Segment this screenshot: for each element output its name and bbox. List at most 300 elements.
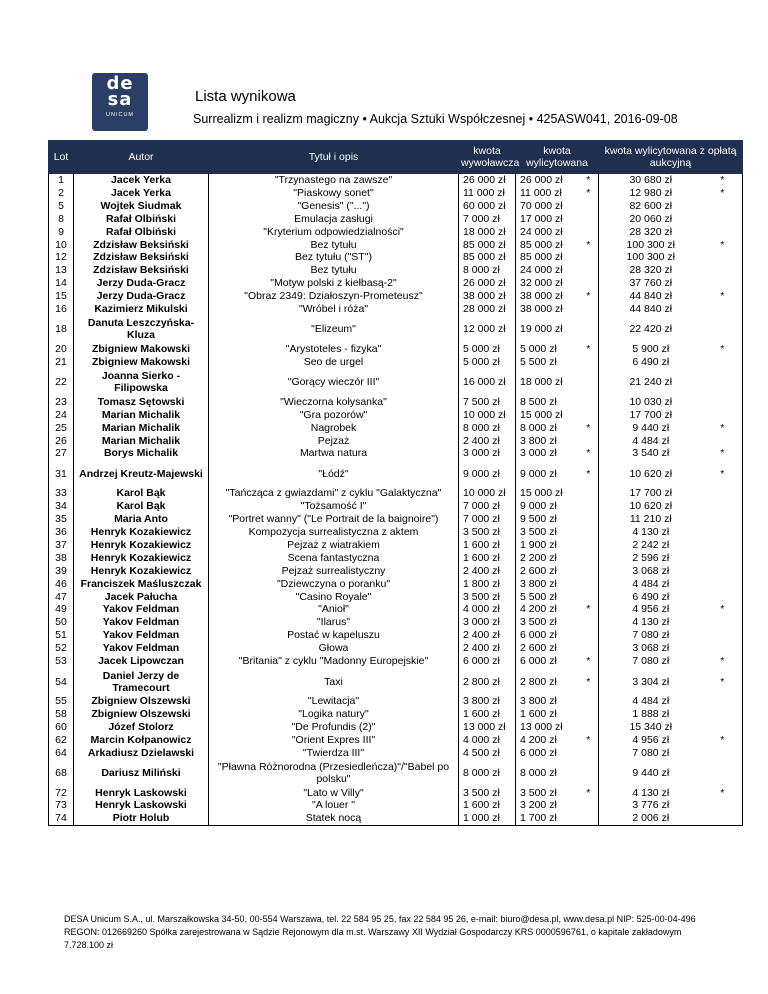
cell-star xyxy=(579,500,599,513)
cell-hammer: 3 800 zł xyxy=(520,695,557,707)
cell-star: * xyxy=(703,187,743,200)
cell-hammer-fee: 4 956 zł xyxy=(632,733,670,746)
cell-hammer-fee: 4 956 zł xyxy=(632,603,670,616)
cell-estimate: 5 000 zł xyxy=(459,356,516,369)
table-row xyxy=(49,213,743,226)
cell-hammer-fee: 21 240 zł xyxy=(629,376,673,389)
table-row xyxy=(49,539,743,552)
cell-hammer-fee: 12 980 zł xyxy=(629,186,673,199)
cell-lot: 46 xyxy=(49,578,74,591)
table-row xyxy=(49,513,743,526)
cell-hammer: 2 600 zł xyxy=(520,642,557,655)
cell-hammer: 2 200 zł xyxy=(520,551,557,564)
cell-title: "Tożsamość I" xyxy=(209,500,459,513)
cell-star: * xyxy=(703,239,743,252)
table-row xyxy=(49,668,743,695)
cell-lot: 36 xyxy=(49,526,74,539)
cell-estimate: 18 000 zł xyxy=(459,226,516,239)
cell-lot: 5 xyxy=(49,200,74,213)
cell-star xyxy=(703,264,743,277)
cell-lot: 12 xyxy=(49,251,74,264)
cell-star xyxy=(579,487,599,500)
cell-hammer: 24 000 zł xyxy=(520,225,563,238)
cell-lot: 39 xyxy=(49,565,74,578)
cell-hammer: 19 000 zł xyxy=(520,323,563,336)
cell-lot: 14 xyxy=(49,277,74,290)
cell-author: Jacek Yerka xyxy=(74,187,209,200)
cell-star: * xyxy=(579,174,599,187)
cell-star xyxy=(579,539,599,552)
cell-star xyxy=(579,213,599,226)
cell-lot: 37 xyxy=(49,539,74,552)
cell-title: "Gorący wieczór III" xyxy=(209,369,459,396)
cell-lot: 26 xyxy=(49,435,74,448)
cell-hammer: 6 000 zł xyxy=(520,746,557,759)
cell-estimate: 4 000 zł xyxy=(459,603,516,616)
cell-author: Rafał Olbiński xyxy=(74,226,209,239)
table-row xyxy=(49,290,743,303)
table-row xyxy=(49,603,743,616)
table-row xyxy=(49,187,743,200)
cell-star xyxy=(703,487,743,500)
cell-star: * xyxy=(703,174,743,187)
table-row xyxy=(49,655,743,668)
table-row xyxy=(49,799,743,812)
cell-author: Kazimierz Mikulski xyxy=(74,303,209,316)
cell-lot: 35 xyxy=(49,513,74,526)
cell-title: Bez tytułu xyxy=(209,264,459,277)
table-row xyxy=(49,356,743,369)
cell-hammer-fee: 44 840 zł xyxy=(629,290,673,303)
cell-hammer-fee: 28 320 zł xyxy=(629,264,673,277)
cell-hammer: 1 600 zł xyxy=(520,707,557,720)
cell-estimate: 60 000 zł xyxy=(459,200,516,213)
cell-title: "Arystoteles - fizyka" xyxy=(209,343,459,356)
cell-lot: 58 xyxy=(49,708,74,721)
cell-hammer-fee: 11 210 zł xyxy=(629,513,672,526)
cell-lot: 1 xyxy=(49,174,74,187)
cell-title: "Genesis" ("...") xyxy=(209,200,459,213)
cell-title: "Elizeum" xyxy=(209,316,459,343)
table-row xyxy=(49,616,743,629)
cell-author: Henryk Kozakiewicz xyxy=(74,539,209,552)
cell-title: Scena fantastyczna xyxy=(209,552,459,565)
cell-title: Emulacja zasługi xyxy=(209,213,459,226)
cell-title: Kompozycja surrealistyczna z aktem xyxy=(209,526,459,539)
cell-author: Henryk Kozakiewicz xyxy=(74,552,209,565)
cell-hammer: 1 700 zł xyxy=(516,812,579,825)
cell-hammer-fee: 4 130 zł xyxy=(632,616,670,629)
cell-estimate: 26 000 zł xyxy=(459,174,516,187)
cell-estimate: 85 000 zł xyxy=(459,239,516,252)
cell-estimate: 2 400 zł xyxy=(459,435,516,448)
table-row xyxy=(49,487,743,500)
cell-hammer-fee: 3 068 zł xyxy=(632,642,670,655)
cell-hammer: 13 000 zł xyxy=(520,720,563,733)
table-row xyxy=(49,460,743,487)
cell-hammer-fee: 7 080 zł xyxy=(632,746,670,759)
cell-star xyxy=(703,435,743,448)
cell-estimate: 16 000 zł xyxy=(459,369,516,396)
table-row xyxy=(49,251,743,264)
cell-star: * xyxy=(703,290,743,303)
cell-star xyxy=(703,616,743,629)
cell-hammer-fee: 4 130 zł xyxy=(632,526,670,539)
cell-star xyxy=(703,500,743,513)
cell-star xyxy=(703,539,743,552)
cell-hammer: 8 000 zł xyxy=(520,767,557,780)
cell-lot: 27 xyxy=(49,447,74,460)
cell-hammer-fee: 17 700 zł xyxy=(629,487,673,500)
cell-hammer: 85 000 zł xyxy=(520,238,563,251)
cell-title: Pejzaż surrealistyczny xyxy=(209,565,459,578)
cell-author: Marian Michalik xyxy=(74,422,209,435)
table-row xyxy=(49,316,743,343)
cell-lot: 31 xyxy=(49,460,74,487)
cell-hammer: 70 000 zł xyxy=(520,199,563,212)
table-body xyxy=(49,174,743,826)
cell-star xyxy=(579,356,599,369)
cell-star xyxy=(579,695,599,708)
cell-hammer: 4 200 zł xyxy=(520,603,557,616)
cell-estimate: 1 600 zł xyxy=(459,799,516,812)
cell-hammer-fee: 2 242 zł xyxy=(632,538,670,551)
cell-hammer: 38 000 zł xyxy=(520,303,563,316)
cell-estimate: 7 500 zł xyxy=(459,396,516,409)
table-row xyxy=(49,343,743,356)
cell-hammer: 3 500 zł xyxy=(520,786,557,799)
table-row xyxy=(49,174,743,187)
table-row xyxy=(49,264,743,277)
cell-estimate: 1 600 zł xyxy=(459,708,516,721)
table-row xyxy=(49,422,743,435)
cell-lot: 18 xyxy=(49,316,74,343)
cell-star xyxy=(579,396,599,409)
cell-star xyxy=(579,435,599,448)
cell-author: Zdzisław Beksiński xyxy=(74,251,209,264)
cell-star xyxy=(579,369,599,396)
cell-star xyxy=(579,812,599,825)
cell-star xyxy=(703,356,743,369)
table-row xyxy=(49,591,743,604)
cell-title: "Logika natury" xyxy=(209,708,459,721)
table-row xyxy=(49,565,743,578)
cell-lot: 8 xyxy=(49,213,74,226)
cell-estimate: 3 500 zł xyxy=(459,526,516,539)
cell-star xyxy=(579,616,599,629)
cell-star xyxy=(703,200,743,213)
cell-estimate: 26 000 zł xyxy=(459,277,516,290)
table-row xyxy=(49,369,743,396)
table-row xyxy=(49,721,743,734)
cell-star: * xyxy=(579,187,599,200)
table-row xyxy=(49,760,743,787)
cell-title: Bez tytułu xyxy=(209,239,459,252)
cell-hammer-fee: 4 130 zł xyxy=(632,786,670,799)
cell-hammer: 9 500 zł xyxy=(520,513,557,526)
cell-star xyxy=(579,409,599,422)
cell-estimate: 8 000 zł xyxy=(459,264,516,277)
table-row xyxy=(49,526,743,539)
logo-line-1: de xyxy=(106,73,134,94)
cell-star: * xyxy=(703,422,743,435)
logo-line-2: sa xyxy=(107,89,133,110)
cell-star xyxy=(703,303,743,316)
cell-lot: 68 xyxy=(49,760,74,787)
cell-hammer-fee: 2 596 zł xyxy=(632,551,670,564)
cell-author: Daniel Jerzy de Tramecourt xyxy=(74,668,209,695)
table-row xyxy=(49,708,743,721)
cell-star xyxy=(579,552,599,565)
cell-title: "De Profundis (2)" xyxy=(209,721,459,734)
cell-lot: 23 xyxy=(49,396,74,409)
cell-estimate: 7 000 zł xyxy=(459,513,516,526)
col-header-estimate: kwota wywoławcza xyxy=(459,141,516,174)
cell-star xyxy=(579,316,599,343)
cell-estimate: 8 000 zł xyxy=(459,760,516,787)
cell-star xyxy=(579,526,599,539)
cell-star: * xyxy=(703,603,743,616)
cell-lot: 20 xyxy=(49,343,74,356)
cell-author: Jerzy Duda-Gracz xyxy=(74,277,209,290)
cell-title: "A louer " xyxy=(209,799,459,812)
cell-estimate: 9 000 zł xyxy=(459,460,516,487)
cell-author: Marian Michalik xyxy=(74,435,209,448)
cell-title: Seo de urgel xyxy=(209,356,459,369)
cell-hammer: 11 000 zł xyxy=(520,186,562,199)
cell-estimate: 7 000 zł xyxy=(459,213,516,226)
cell-star: * xyxy=(703,447,743,460)
cell-star: * xyxy=(579,290,599,303)
cell-hammer: 15 000 zł xyxy=(520,487,563,500)
cell-estimate: 12 000 zł xyxy=(459,316,516,343)
table-row xyxy=(49,552,743,565)
table-row xyxy=(49,695,743,708)
col-header-hammer: kwota wylicytowana xyxy=(516,141,599,174)
table-row xyxy=(49,629,743,642)
cell-hammer: 6 000 zł xyxy=(520,655,557,668)
cell-title: Bez tytułu ("ST") xyxy=(209,251,459,264)
table-row xyxy=(49,409,743,422)
cell-hammer: 3 500 zł xyxy=(520,526,557,539)
cell-title: Pejzaż z wiatrakiem xyxy=(209,539,459,552)
cell-star: * xyxy=(579,603,599,616)
cell-hammer: 2 800 zł xyxy=(520,675,557,688)
cell-star: * xyxy=(579,655,599,668)
cell-star: * xyxy=(579,460,599,487)
cell-author: Zdzisław Beksiński xyxy=(74,239,209,252)
cell-estimate: 3 800 zł xyxy=(459,695,516,708)
cell-lot: 50 xyxy=(49,616,74,629)
cell-star xyxy=(579,277,599,290)
cell-author: Karol Bąk xyxy=(74,487,209,500)
table-header-row xyxy=(49,141,743,174)
cell-author: Zbigniew Makowski xyxy=(74,356,209,369)
cell-title: "Łódź" xyxy=(209,460,459,487)
cell-hammer: 5 000 zł xyxy=(520,342,557,355)
cell-star xyxy=(703,526,743,539)
cell-star xyxy=(703,565,743,578)
cell-hammer-fee: 3 068 zł xyxy=(632,564,670,577)
cell-estimate: 3 000 zł xyxy=(459,447,516,460)
cell-estimate: 4 500 zł xyxy=(459,747,516,760)
cell-title: "Gra pozorów" xyxy=(209,409,459,422)
table-row xyxy=(49,447,743,460)
cell-author: Andrzej Kreutz-Majewski xyxy=(74,460,209,487)
cell-hammer: 3 200 zł xyxy=(520,799,557,812)
cell-author: Arkadiusz Dzielawski xyxy=(74,747,209,760)
cell-estimate: 3 000 zł xyxy=(459,616,516,629)
cell-lot: 72 xyxy=(49,787,74,800)
cell-title: Martwa natura xyxy=(209,447,459,460)
cell-star xyxy=(703,642,743,655)
cell-star xyxy=(703,708,743,721)
cell-hammer-fee: 1 888 zł xyxy=(632,707,670,720)
cell-title: "Ilarus" xyxy=(209,616,459,629)
cell-title: "Wróbel i róża" xyxy=(209,303,459,316)
cell-author: Yakov Feldman xyxy=(74,642,209,655)
cell-star: * xyxy=(579,422,599,435)
cell-estimate: 10 000 zł xyxy=(459,409,516,422)
cell-star xyxy=(579,760,599,787)
table-row xyxy=(49,200,743,213)
cell-title: "Motyw polski z kiełbasą-2" xyxy=(209,277,459,290)
cell-hammer: 15 000 zł xyxy=(520,408,563,421)
cell-author: Maria Anto xyxy=(74,513,209,526)
logo-line-3: UNICUM xyxy=(106,112,134,118)
cell-author: Franciszek Maśluszczak xyxy=(74,578,209,591)
cell-estimate: 13 000 zł xyxy=(459,721,516,734)
table-row xyxy=(49,642,743,655)
cell-author: Jacek Yerka xyxy=(74,174,209,187)
table-row xyxy=(49,303,743,316)
cell-hammer: 85 000 zł xyxy=(520,251,563,264)
cell-author: Yakov Feldman xyxy=(74,616,209,629)
cell-lot: 9 xyxy=(49,226,74,239)
cell-lot: 47 xyxy=(49,591,74,604)
cell-star xyxy=(703,369,743,396)
cell-title: "Trzynastego na zawsze" xyxy=(209,174,459,187)
cell-star xyxy=(579,200,599,213)
cell-star xyxy=(579,591,599,604)
page-title: Lista wynikowa xyxy=(195,88,296,105)
cell-hammer-fee: 3 304 zł xyxy=(632,675,670,688)
cell-star xyxy=(579,303,599,316)
cell-author: Henryk Kozakiewicz xyxy=(74,565,209,578)
cell-star xyxy=(579,578,599,591)
cell-hammer-fee: 10 620 zł xyxy=(629,500,673,513)
cell-hammer: 1 900 zł xyxy=(520,538,557,551)
cell-lot: 2 xyxy=(49,187,74,200)
cell-star xyxy=(579,251,599,264)
cell-title: "Britania" z cyklu "Madonny Europejskie" xyxy=(209,655,459,668)
cell-lot: 21 xyxy=(49,356,74,369)
cell-hammer: 9 000 zł xyxy=(520,500,557,513)
cell-lot: 60 xyxy=(49,721,74,734)
cell-star: * xyxy=(579,668,599,695)
cell-star xyxy=(703,760,743,787)
cell-star xyxy=(703,213,743,226)
cell-author: Danuta Leszczyńska-Kluza xyxy=(74,316,209,343)
cell-lot: 38 xyxy=(49,552,74,565)
cell-lot: 49 xyxy=(49,603,74,616)
cell-author: Joanna Sierko - Filipowska xyxy=(74,369,209,396)
cell-star xyxy=(703,251,743,264)
cell-lot: 10 xyxy=(49,239,74,252)
cell-lot: 53 xyxy=(49,655,74,668)
cell-title: "Tańcząca z gwiazdami" z cyklu "Galaktyczna" xyxy=(209,487,459,500)
page-subtitle: Surrealizm i realizm magiczny • Aukcja Sztuki Współczesnej • 425ASW041, 2016-09-08 xyxy=(193,112,678,126)
cell-star: * xyxy=(579,447,599,460)
col-header-hammer-fee: kwota wylicytowana z opłatą aukcyjną xyxy=(599,141,743,174)
cell-title: "Wieczorna kołysanka" xyxy=(209,396,459,409)
cell-hammer-fee: 17 700 zł xyxy=(629,408,673,421)
cell-hammer: 18 000 zł xyxy=(520,376,563,389)
cell-hammer: 17 000 zł xyxy=(520,212,563,225)
cell-star xyxy=(703,591,743,604)
cell-star: * xyxy=(579,239,599,252)
cell-star xyxy=(579,226,599,239)
cell-author: Zdzisław Beksiński xyxy=(74,264,209,277)
cell-estimate: 6 000 zł xyxy=(459,655,516,668)
cell-author: Yakov Feldman xyxy=(74,629,209,642)
desa-unicum-logo xyxy=(92,73,148,131)
cell-hammer-fee: 82 600 zł xyxy=(629,199,673,212)
cell-author: Borys Michalik xyxy=(74,447,209,460)
cell-star xyxy=(703,513,743,526)
cell-hammer: 6 000 zł xyxy=(520,629,557,642)
cell-lot: 62 xyxy=(49,734,74,747)
cell-title: Nagrobek xyxy=(209,422,459,435)
cell-hammer: 24 000 zł xyxy=(520,264,563,277)
cell-author: Rafał Olbiński xyxy=(74,213,209,226)
cell-author: Józef Stolorz xyxy=(74,721,209,734)
cell-title: "Casino Royale" xyxy=(209,591,459,604)
cell-estimate: 28 000 zł xyxy=(459,303,516,316)
cell-estimate: 3 500 zł xyxy=(459,787,516,800)
col-header-title: Tytuł i opis xyxy=(209,141,459,174)
cell-hammer: 8 000 zł xyxy=(520,421,557,434)
cell-title: "Lato w Villy" xyxy=(209,787,459,800)
cell-estimate: 38 000 zł xyxy=(459,290,516,303)
cell-estimate: 7 000 zł xyxy=(459,500,516,513)
cell-star: * xyxy=(703,655,743,668)
cell-hammer: 26 000 zł xyxy=(520,174,563,186)
cell-hammer-fee: 5 900 zł xyxy=(632,342,670,355)
cell-star xyxy=(579,721,599,734)
cell-author: Tomasz Sętowski xyxy=(74,396,209,409)
cell-author: Zbigniew Olszewski xyxy=(74,695,209,708)
cell-title: "Piaskowy sonet" xyxy=(209,187,459,200)
cell-lot: 33 xyxy=(49,487,74,500)
cell-estimate: 1 000 zł xyxy=(459,812,516,825)
cell-hammer: 2 600 zł xyxy=(520,564,557,577)
cell-star xyxy=(579,565,599,578)
cell-hammer-fee: 20 060 zł xyxy=(629,212,673,225)
cell-star: * xyxy=(703,787,743,800)
cell-star xyxy=(703,799,743,812)
cell-hammer-fee: 22 420 zł xyxy=(629,323,673,336)
cell-hammer-fee: 3 540 zł xyxy=(632,447,670,460)
cell-star xyxy=(579,708,599,721)
cell-hammer-fee: 6 490 zł xyxy=(632,355,670,368)
cell-author: Zbigniew Olszewski xyxy=(74,708,209,721)
cell-author: Marian Michalik xyxy=(74,409,209,422)
cell-author: Yakov Feldman xyxy=(74,603,209,616)
cell-author: Marcin Kołpanowicz xyxy=(74,734,209,747)
cell-hammer-fee: 7 080 zł xyxy=(632,655,670,668)
col-header-author: Autor xyxy=(74,141,209,174)
